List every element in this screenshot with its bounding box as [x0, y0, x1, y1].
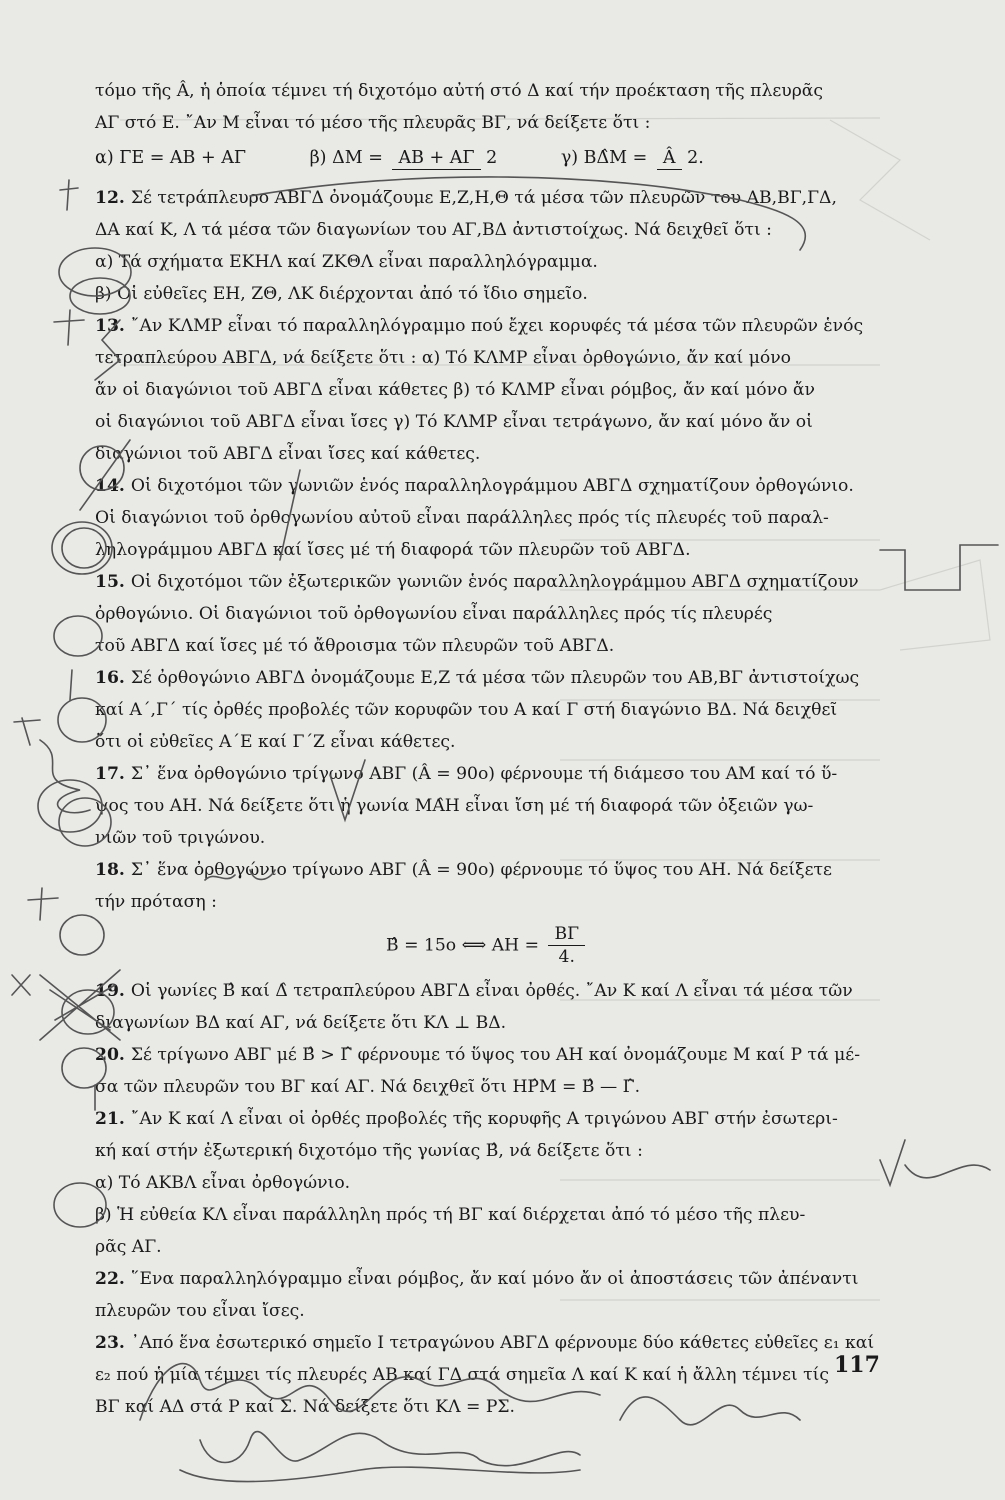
exercise-number: 19. [95, 980, 125, 1001]
text-line: ὀρθογώνιο. Οἱ διαγώνιοι τοῦ ὀρθογωνίου εἶναι παράλληλες πρός τίς πλευρές [95, 603, 773, 624]
pencil-stroke [905, 1165, 990, 1178]
exercise-number: 17. [95, 763, 125, 784]
text-line: ᾽Από ἕνα ἐσωτερικό σημεῖο Ι τετραγώνου ΑΒΓΔ φέρνουμε δύο κάθετες εὐθεῖες ε₁ καί [130, 1332, 875, 1353]
exercise-23 [95, 1330, 880, 1420]
text-line: νιῶν τοῦ τριγώνου. [95, 827, 266, 848]
text-line: Σέ ὀρθογώνιο ΑΒΓΔ ὀνομάζουμε Ε,Ζ τά μέσα τῶν πλευρῶν του ΑΒ,ΒΓ ἀντιστοίχως [130, 667, 860, 688]
text-line: Σ᾽ ἕνα ὀρθογώνιο τρίγωνο ΑΒΓ (Â = 90ο) φέρνουμε τή διάμεσο του ΑΜ καί τό ὕ- [130, 763, 838, 784]
fraction-denominator: 2 [486, 148, 498, 168]
exercise-22 [95, 1266, 880, 1324]
exercise-17 [95, 761, 880, 851]
fraction-numerator: ΒΓ [548, 923, 585, 946]
page-content [95, 78, 880, 1426]
exercise-11-continuation [95, 78, 880, 171]
exercise-19 [95, 978, 880, 1036]
fraction-numerator: Â [657, 147, 682, 170]
plus-mark [28, 888, 58, 920]
signature-scribble [180, 1467, 580, 1481]
plus-mark [60, 180, 78, 210]
plus-mark [54, 310, 84, 345]
formula-c-fraction [657, 145, 704, 171]
text-line: Οἱ διαγώνιοι τοῦ ὀρθογωνίου αὐτοῦ εἶναι παράλληλες πρός τίς πλευρές τοῦ παραλ- [95, 507, 829, 528]
text-line: διαγωνίων ΒΔ καί ΑΓ, νά δείξετε ὅτι ΚΛ ⊥ ΒΔ. [95, 1012, 507, 1033]
text-line: σα τῶν πλευρῶν του ΒΓ καί ΑΓ. Νά δειχθεῖ ὅτι ΗΡ̂Μ = Β̂ — Γ̂. [95, 1076, 641, 1097]
exercise-13 [95, 313, 880, 467]
vertical-mark [70, 670, 72, 700]
exercise-number: 22. [95, 1268, 125, 1289]
text-line: διαγώνιοι τοῦ ΑΒΓΔ εἶναι ἴσες καί κάθετες. [95, 443, 481, 464]
text-line: β) Ἡ εὐθεία ΚΛ εἶναι παράλληλη πρός τή ΒΓ καί διέρχεται ἀπό τό μέσο τῆς πλευ- [95, 1204, 806, 1225]
exercise-number: 14. [95, 475, 125, 496]
exercise-number: 21. [95, 1108, 125, 1129]
text-line: κή καί στήν ἐξωτερική διχοτόμο τῆς γωνίας Β̂, νά δείξετε ὅτι : [95, 1140, 643, 1161]
text-line: ἄν οἱ διαγώνιοι τοῦ ΑΒΓΔ εἶναι κάθετες β) τό ΚΛΜΡ εἶναι ρόμβος, ἄν καί μόνο ἄν [95, 379, 815, 400]
circle-mark [38, 780, 102, 832]
text-line: ε₂ πού ἡ μία τέμνει τίς πλευρές ΑΒ καί ΓΔ στά σημεῖα Λ καί Κ καί ἡ ἄλλη τέμνει τίς [95, 1364, 829, 1385]
exercise-12 [95, 185, 880, 307]
check-mark [880, 1140, 905, 1185]
box-mark [880, 545, 998, 590]
text-line: Οἱ διχοτόμοι τῶν γωνιῶν ἑνός παραλληλογράμμου ΑΒΓΔ σχηματίζουν ὀρθογώνιο. [130, 475, 854, 496]
text-line: α) Τά σχήματα ΕΚΗΛ καί ΖΚΘΛ εἶναι παραλληλόγραμμα. [95, 251, 598, 272]
formula-fraction [548, 923, 585, 968]
exercise-20 [95, 1042, 880, 1100]
text-line: β) Οἱ εὐθεῖες ΕΗ, ΖΘ, ΛΚ διέρχονται ἀπό τό ἴδιο σημεῖο. [95, 283, 588, 304]
text-line: καί Α΄,Γ΄ τίς ὀρθές προβολές τῶν κορυφῶν του Α καί Γ στή διαγώνιο ΒΔ. Νά δειχθεῖ [95, 699, 838, 720]
exercise-number: 12. [95, 187, 125, 208]
exercise-number: 18. [95, 859, 125, 880]
exercise-number: 16. [95, 667, 125, 688]
formula-b-fraction [392, 145, 497, 171]
text-line: Οἱ διχοτόμοι τῶν ἐξωτερικῶν γωνιῶν ἑνός παραλληλογράμμου ΑΒΓΔ σχηματίζουν [130, 571, 859, 592]
text-line: Οἱ γωνίες Β̂ καί Δ̂ τετραπλεύρου ΑΒΓΔ εἶναι ὀρθές. ῎Αν Κ καί Λ εἶναι τά μέσα τῶν [130, 980, 853, 1001]
text-line: Σ᾽ ἕνα ὀρθογώνιο τρίγωνο ΑΒΓ (Â = 90ο) φέρνουμε τό ὕψος του ΑΗ. Νά δείξετε [130, 859, 832, 880]
text-line: πλευρῶν του εἶναι ἴσες. [95, 1300, 305, 1321]
text-line: Σέ τετράπλευρο ΑΒΓΔ ὀνομάζουμε Ε,Ζ,Η,Θ τά μέσα τῶν πλευρῶν του ΑΒ,ΒΓ,ΓΔ, [130, 187, 837, 208]
formula-c-label: γ) ΒΔ̂Μ = [560, 147, 648, 168]
text-line: ΑΓ στό Ε. ῎Αν Μ εἶναι τό μέσο τῆς πλευρᾶς ΒΓ, νά δείξετε ὅτι : [95, 113, 651, 133]
t-mark [14, 718, 40, 745]
text-line: ψος του ΑΗ. Νά δείξετε ὅτι ἡ γωνία ΜΑ̂Η εἶναι ἴση μέ τή διαφορά τῶν ὀξειῶν γω- [95, 795, 814, 816]
text-line: ΒΓ καί ΑΔ στά Ρ καί Σ. Νά δείξετε ὅτι ΚΛ = ΡΣ. [95, 1396, 515, 1417]
exercise-16 [95, 665, 880, 755]
exercise-18 [95, 857, 880, 968]
text-line: τετραπλεύρου ΑΒΓΔ, νά δείξετε ὅτι : α) Τό ΚΛΜΡ εἶναι ὀρθογώνιο, ἄν καί μόνο [95, 347, 792, 368]
text-line: ρᾶς ΑΓ. [95, 1236, 162, 1257]
text-line: οἱ διαγώνιοι τοῦ ΑΒΓΔ εἶναι ἴσες γ) Τό ΚΛΜΡ εἶναι τετράγωνο, ἄν καί μόνο ἄν οἱ [95, 411, 813, 432]
fraction-numerator: ΑΒ + ΑΓ [392, 147, 480, 170]
exercise-number: 20. [95, 1044, 125, 1065]
signature-scribble [200, 1432, 580, 1466]
text-line: ὅτι οἱ εὐθεῖες Α΄Ε καί Γ΄Ζ εἶναι κάθετες. [95, 731, 456, 752]
text-line: ῞Ενα παραλληλόγραμμο εἶναι ρόμβος, ἄν καί μόνο ἄν οἱ ἀποστάσεις τῶν ἀπέναντι [130, 1268, 859, 1289]
text-line: ῎Αν Κ καί Λ εἶναι οἱ ὀρθές προβολές τῆς κορυφῆς Α τριγώνου ΑΒΓ στήν ἐσωτερι- [130, 1108, 838, 1129]
x-mark [12, 975, 30, 995]
scribble [40, 740, 90, 813]
text-line: Σέ τρίγωνο ΑΒΓ μέ Β̂ > Γ̂ φέρνουμε τό ὕψος του ΑΗ καί ὀνομάζουμε Μ καί Ρ τά μέ- [130, 1044, 861, 1065]
text-line: τόμο τῆς Â, ἡ ὁποία τέμνει τή διχοτόμο αὐτή στό Δ καί τήν προέκταση τῆς πλευρᾶς [95, 81, 824, 101]
text-line: τήν πρόταση : [95, 891, 217, 912]
formula-row [95, 923, 880, 968]
text-line: τοῦ ΑΒΓΔ καί ἴσες μέ τό ἄθροισμα τῶν πλευρῶν τοῦ ΑΒΓΔ. [95, 635, 615, 656]
page-number: 117 [834, 1352, 880, 1378]
formula-b-label: β) ΔΜ = [309, 147, 383, 168]
exercise-number: 23. [95, 1332, 125, 1353]
text-line: α) Τό ΑΚΒΛ εἶναι ὀρθογώνιο. [95, 1172, 351, 1193]
formula-a: α) ΓΕ = ΑΒ + ΑΓ [95, 147, 246, 168]
formula-row [95, 144, 880, 171]
text-line: ληλογράμμου ΑΒΓΔ καί ἴσες μέ τή διαφορά τῶν πλευρῶν τοῦ ΑΒΓΔ. [95, 539, 691, 560]
exercise-15 [95, 569, 880, 659]
text-line: ΔΑ καί Κ, Λ τά μέσα τῶν διαγωνίων του ΑΓ,ΒΔ ἀντιστοίχως. Νά δειχθεῖ ὅτι : [95, 219, 772, 240]
fraction-denominator: 4. [558, 946, 575, 967]
exercise-21 [95, 1106, 880, 1260]
exercise-14 [95, 473, 880, 563]
exercise-number: 13. [95, 315, 125, 336]
fraction-denominator: 2. [687, 148, 704, 168]
formula-left: Β̂ = 15ο ⟺ ΑΗ = [385, 935, 539, 955]
text-line: ῎Αν ΚΛΜΡ εἶναι τό παραλληλόγραμμο πού ἔχει κορυφές τά μέσα τῶν πλευρῶν ἑνός [130, 315, 864, 336]
exercise-number: 15. [95, 571, 125, 592]
